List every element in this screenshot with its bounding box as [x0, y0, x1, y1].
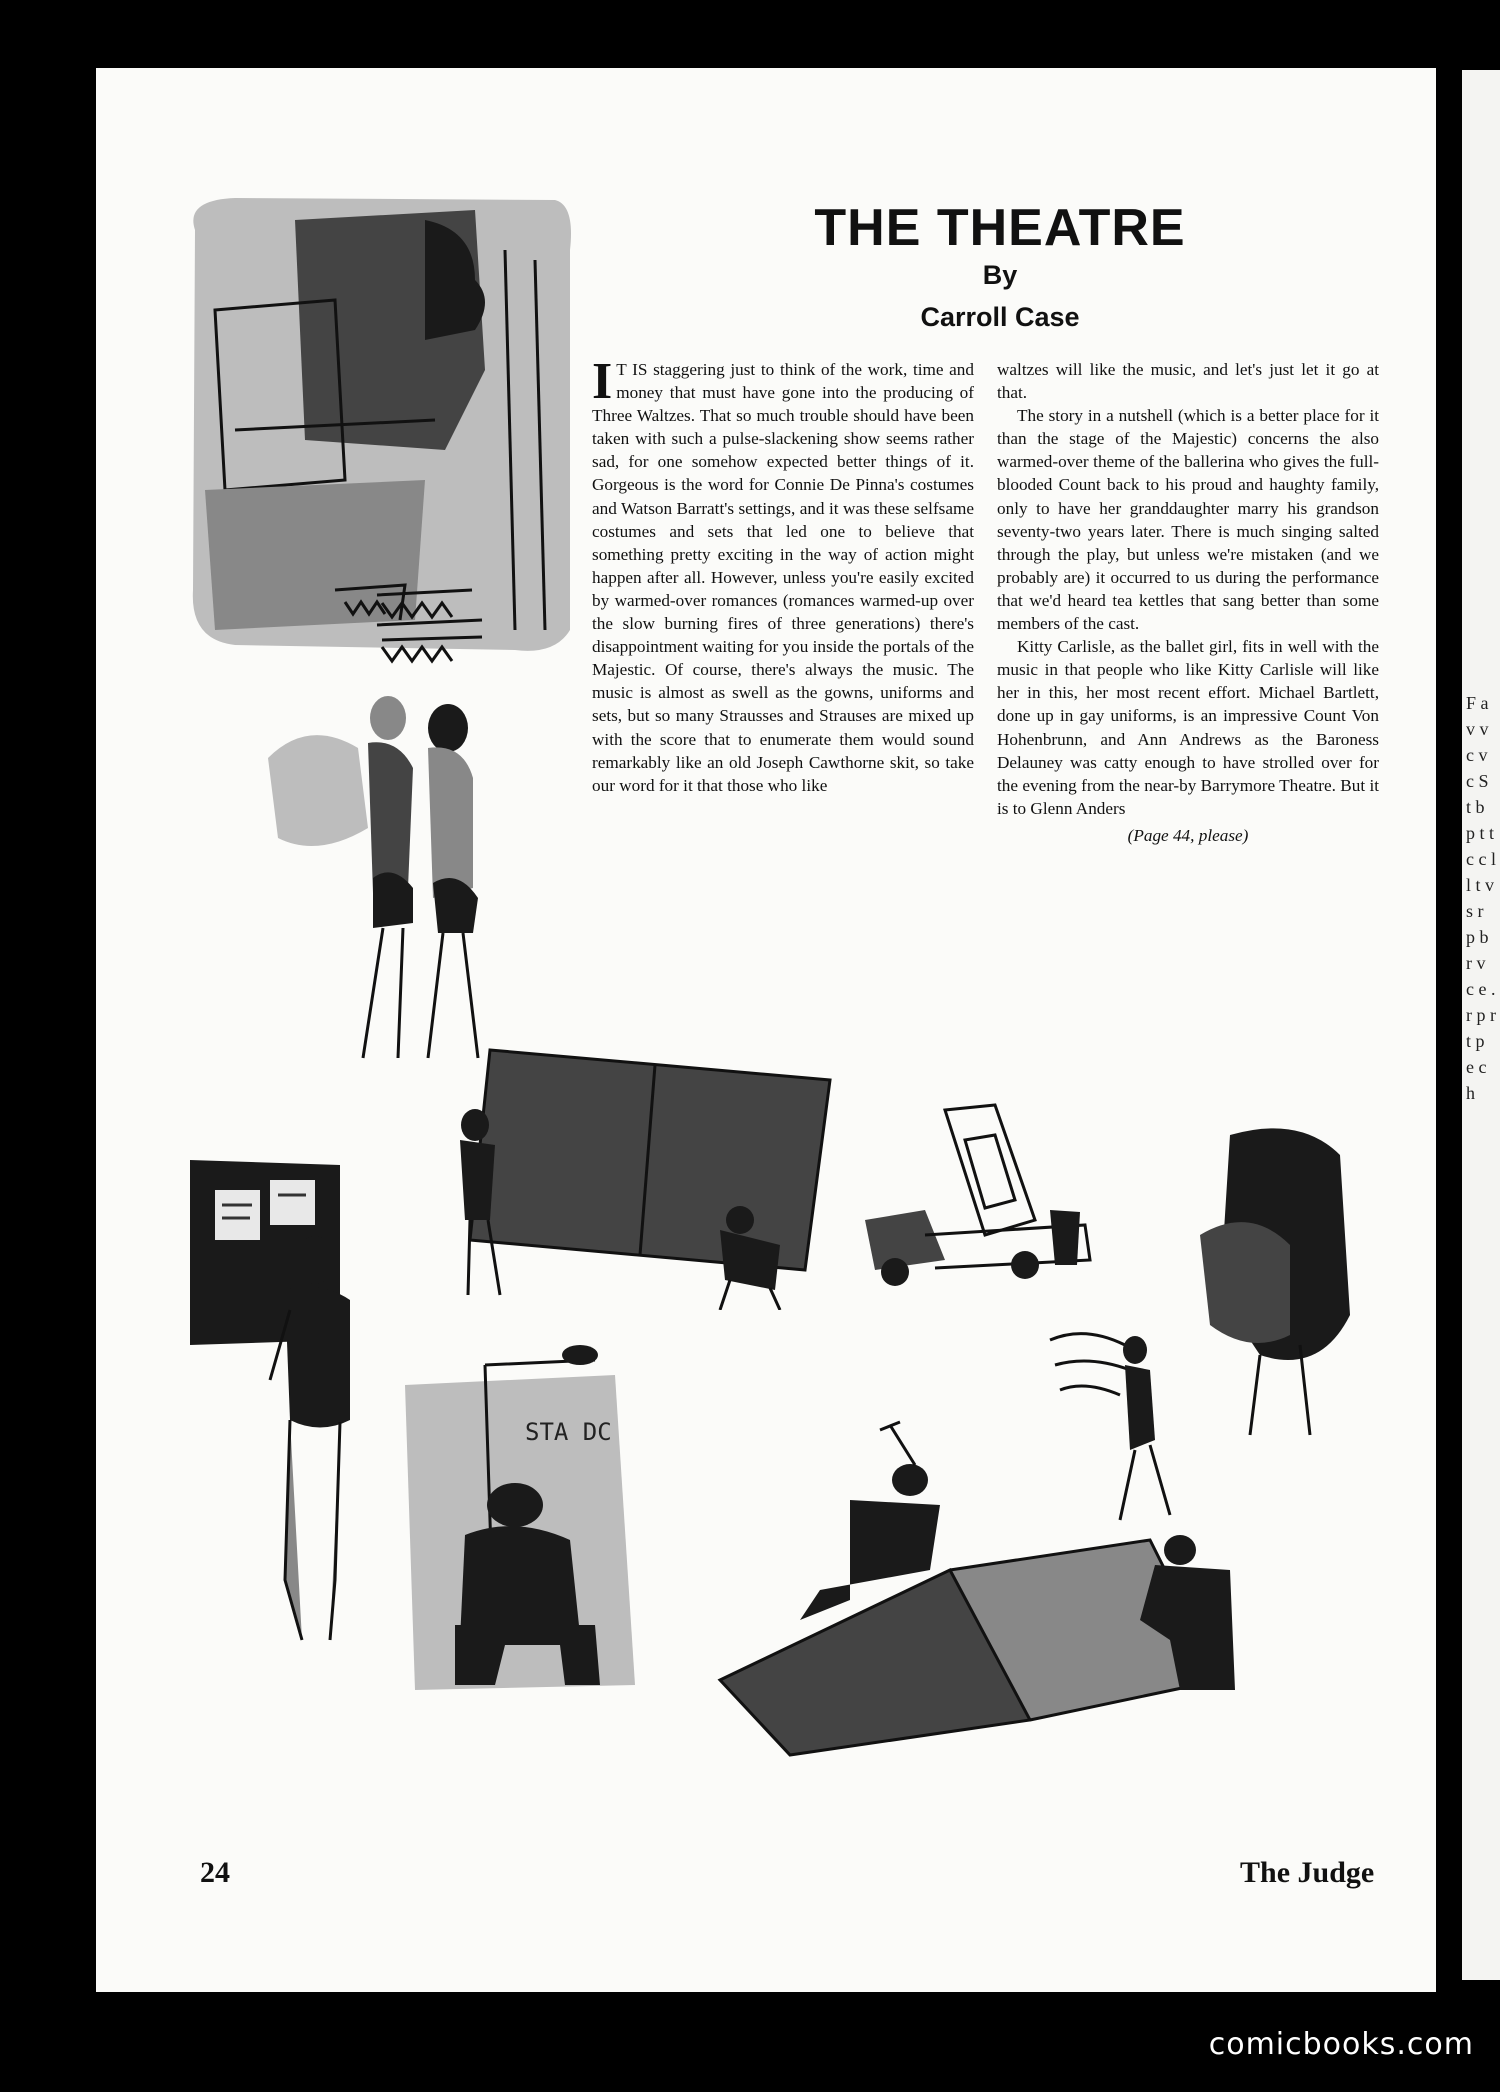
illustration-railing-teeth	[372, 585, 492, 675]
illustration-two-dancers	[248, 688, 518, 1068]
illustration-men-carrying-frame	[450, 1030, 890, 1310]
article-column-left	[592, 353, 974, 797]
paragraph: The story in a nutshell (which is a better place for it than the stage of the Majestic) concerns the also warmed-over theme of the ballerina who gives the full-blooded Count back to his proud and haughty family, only to have her granddaughter marry his grandson seventy-two years later. There is much singing salted through the play, but unless we're mistaken (and we probably are) it occurred to us during the performance that we'd heard tea kettles that sang better than some members of the cast.	[997, 406, 1379, 634]
author-name: Carroll Case	[920, 302, 1080, 332]
watermark: comicbooks.com	[1208, 2027, 1474, 2062]
magazine-name: The Judge	[1240, 1856, 1375, 1889]
illustration-man-rolled-scenery	[1190, 1115, 1360, 1445]
paragraph: waltzes will like the music, and let's just let it go at that.	[997, 360, 1379, 403]
continued-note: (Page 44, please)	[1127, 825, 1249, 845]
illustration-truck-scenery	[845, 1100, 1105, 1300]
illustration-stage-doorman	[395, 1345, 655, 1695]
byline-by: By	[982, 260, 1018, 290]
illustration-running-dancer	[1045, 1320, 1185, 1530]
paragraph: T IS staggering just to think of the work, time and money that must have gone into the producing of Three Waltzes. That so much trouble should have been taken with such a pulse-slackening show seems rather sad, for one somehow expected better things of it. Gorgeous is the word for Connie De Pinna's costumes and Watson Barratt's settings, and it was these selfsame costumes and sets that led one to believe that something pretty exciting in the way of action might happen after all. However, unless you're easily excited by warmed-over romances (romances warmed-up over the slow burning fires of three generations) there's disappointment waiting for you inside the portals of the Majestic. Of course, there's always the music. The music is almost as swell as the gowns, uniforms and sets, but so many Strausses and Strauses are mixed up with the score that to enumerate them would sound remarkably like an old Joseph Cawthorne skit, so take our word for it that those who like	[592, 360, 974, 795]
article-title: THE THEATRE	[814, 199, 1186, 257]
page-number: 24	[200, 1856, 230, 1889]
adjacent-page-letters: F a v v c v c S t b p t t c c l l t v s r p b r v c e . r p r t p e c h	[1466, 693, 1496, 1103]
adjacent-page-edge	[1462, 70, 1500, 1980]
stage-door-sign: STA DC	[525, 1418, 612, 1446]
article-column-right	[997, 358, 1379, 847]
illustration-woman-noticeboard	[190, 1160, 380, 1650]
paragraph: Kitty Carlisle, as the ballet girl, fits in well with the music in that people who like Kitty Carlisle will like her in this, her most recent effort. Michael Bartlett, done up in gay uniforms, is an impressive Count Von Hohenbrunn, and Ann Andrews as the Baroness Delauney was catty enough to have strolled over for the evening from the near-by Barrymore Theatre. But it is to Glenn Anders	[997, 637, 1379, 818]
drop-cap: I	[592, 353, 613, 410]
